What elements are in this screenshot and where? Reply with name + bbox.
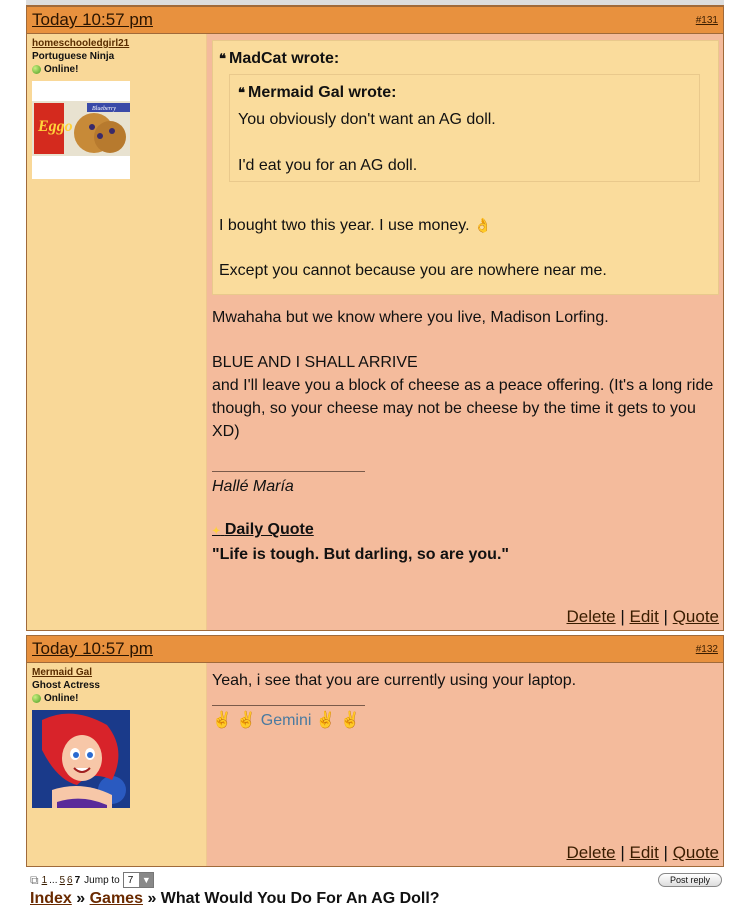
avatar bbox=[32, 710, 130, 808]
online-dot-icon bbox=[32, 694, 41, 703]
post-text: BLUE AND I SHALL ARRIVE bbox=[212, 354, 418, 371]
username[interactable]: Mermaid Gal bbox=[32, 667, 93, 678]
post-content bbox=[207, 34, 723, 630]
user-panel bbox=[27, 663, 207, 866]
post-text: Mwahaha but we know where you live, Madison Lorfing. bbox=[212, 309, 609, 326]
user-title: Ghost Actress bbox=[32, 680, 100, 691]
svg-text:Eggo: Eggo bbox=[38, 118, 73, 135]
page-title: What Would You Do For An AG Doll? bbox=[160, 890, 440, 907]
quote-icon: ❝ bbox=[238, 85, 245, 100]
post-time[interactable]: Today 10:57 pm bbox=[32, 639, 153, 658]
peace-hand-icon: ✌ ✌ bbox=[212, 712, 257, 729]
signature-divider bbox=[212, 471, 365, 472]
signature-quote-label: Daily Quote bbox=[224, 521, 314, 538]
post-time[interactable]: Today 10:57 pm bbox=[32, 10, 153, 29]
username[interactable]: homeschooledgirl21 bbox=[32, 38, 130, 49]
delete-link[interactable]: Delete bbox=[566, 607, 616, 626]
post-actions: Delete | Edit | Quote bbox=[566, 843, 719, 862]
post-132 bbox=[26, 635, 724, 867]
quote-mermaid bbox=[229, 74, 700, 182]
signature-name: Gemini bbox=[260, 712, 312, 729]
quote-author: Mermaid Gal wrote: bbox=[248, 84, 397, 101]
eggo-box-icon bbox=[32, 81, 130, 179]
signature-divider bbox=[212, 705, 365, 706]
edit-link[interactable]: Edit bbox=[629, 607, 659, 626]
page-link[interactable]: 1 bbox=[41, 874, 48, 886]
quote-icon: ❝ bbox=[219, 51, 226, 66]
delete-link[interactable]: Delete bbox=[566, 843, 616, 862]
user-panel bbox=[27, 34, 207, 630]
quote-line: I'd eat you for an AG doll. bbox=[238, 157, 418, 174]
post-number[interactable]: #131 bbox=[695, 15, 718, 26]
user-title: Portuguese Ninja bbox=[32, 51, 115, 62]
page-link[interactable]: 6 bbox=[67, 874, 73, 886]
jump-select[interactable]: 7 ▼ bbox=[123, 872, 155, 888]
ok-hand-icon: 👌 bbox=[473, 217, 492, 233]
page-link[interactable]: 5 bbox=[59, 874, 66, 886]
quote-line: Except you cannot because you are nowhere near me. bbox=[219, 262, 607, 279]
chevron-down-icon: ▼ bbox=[139, 873, 153, 887]
current-page: 7 bbox=[74, 874, 81, 886]
pages-icon: ⧉ bbox=[30, 872, 39, 887]
post-content bbox=[207, 663, 723, 866]
post-text: Yeah, i see that you are currently using your laptop. bbox=[212, 672, 577, 689]
breadcrumb-index[interactable]: Index bbox=[30, 890, 72, 907]
quote-line: I bought two this year. I use money. bbox=[219, 217, 470, 234]
online-status: Online! bbox=[32, 64, 201, 75]
quote-author: MadCat wrote: bbox=[229, 50, 340, 67]
post-131 bbox=[26, 6, 724, 631]
avatar bbox=[32, 81, 130, 179]
post-header bbox=[27, 636, 723, 663]
online-status: Online! bbox=[32, 693, 201, 704]
pagination bbox=[30, 872, 154, 888]
signature-quote: "Life is tough. But darling, so are you." bbox=[212, 546, 509, 563]
quote-madcat bbox=[212, 40, 719, 295]
page-ellipsis: ... bbox=[49, 874, 58, 886]
svg-text:Blueberry: Blueberry bbox=[92, 106, 116, 112]
signature-name: Hallé María bbox=[212, 478, 294, 495]
star-icon: ✦ bbox=[212, 526, 221, 537]
post-number[interactable]: #132 bbox=[695, 644, 718, 655]
quote-link[interactable]: Quote bbox=[672, 843, 719, 862]
quote-line: You obviously don't want an AG doll. bbox=[238, 111, 496, 128]
post-reply-button[interactable]: Post reply bbox=[658, 873, 722, 887]
jump-label: Jump to bbox=[84, 874, 120, 886]
quote-link[interactable]: Quote bbox=[672, 607, 719, 626]
online-dot-icon bbox=[32, 65, 41, 74]
peace-hand-icon: ✌ ✌ bbox=[315, 712, 361, 729]
ariel-avatar-icon bbox=[32, 710, 130, 808]
post-actions: Delete | Edit | Quote bbox=[566, 607, 719, 626]
post-text: and I'll leave you a block of cheese as a peace offering. (It's a long ride though, so your cheese may not be cheese by the time it gets to you XD) bbox=[212, 377, 714, 440]
edit-link[interactable]: Edit bbox=[629, 843, 659, 862]
post-header bbox=[27, 7, 723, 34]
breadcrumb-games[interactable]: Games bbox=[89, 890, 143, 907]
breadcrumb: Index » Games » What Would You Do For An AG Doll? bbox=[30, 890, 440, 907]
